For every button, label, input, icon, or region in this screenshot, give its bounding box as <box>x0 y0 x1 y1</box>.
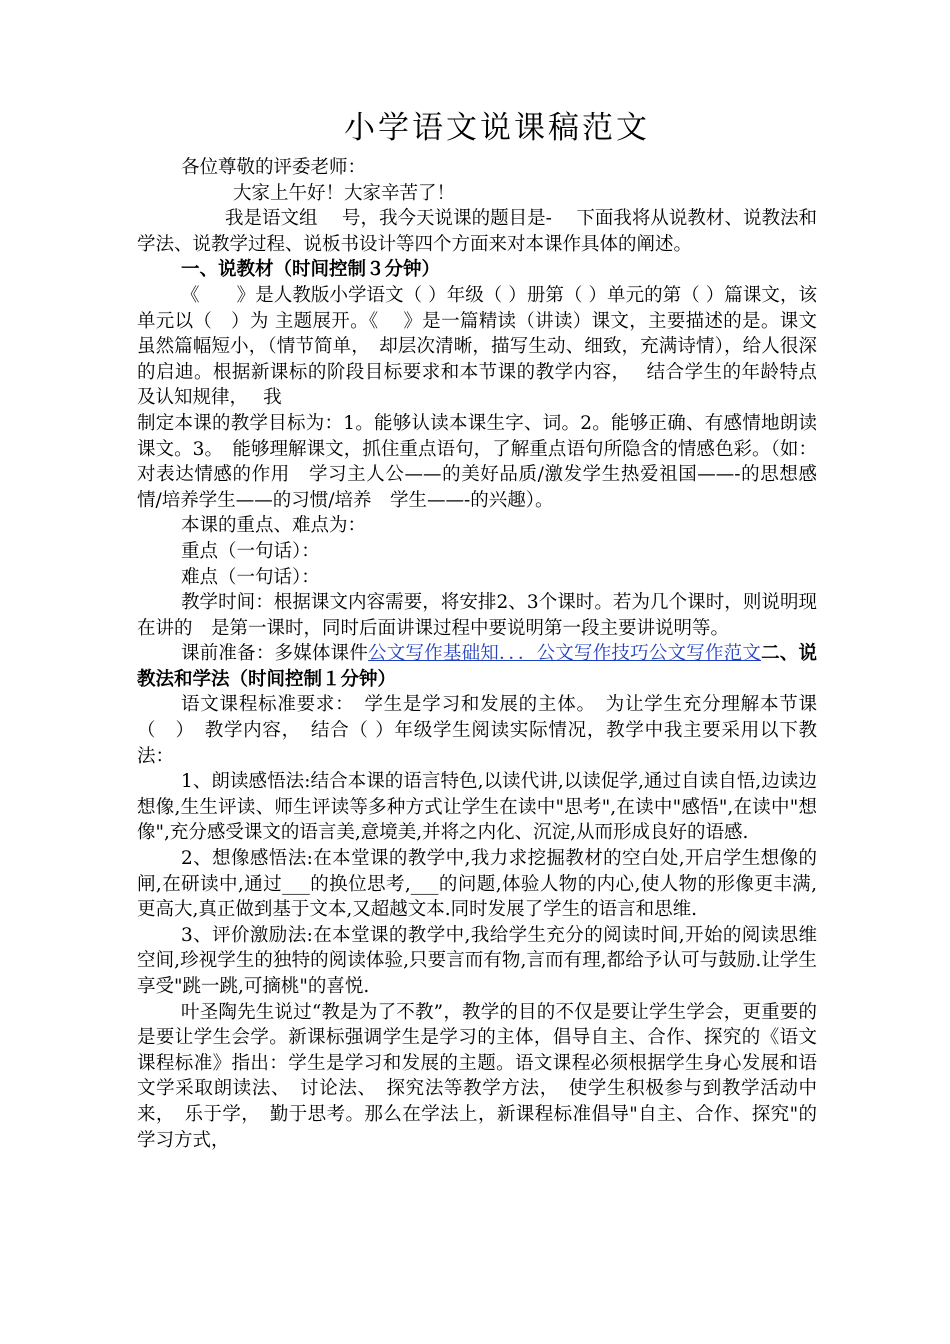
key-point: 重点（一句话）： <box>181 540 320 562</box>
section1-paragraph1: 《 》是人教版小学语文（ ）年级（ ）册第（ ）单元的第（ ）篇课文，该单元以（ ）为 主题展开。《 》是一篇精读（讲读）课文，主要描述的是。课文虽然篇幅短小，（情节简单， 却层次清晰，描写生动、细致，充满诗情），给人很深的启迪。根据新课标的阶段目标要求和本节课的教学内容， 结合学生的年龄特点及认知规律， 我 <box>137 284 817 409</box>
greeting: 各位尊敬的评委老师： <box>181 157 367 178</box>
section2-paragraph1: 语文课程标准要求： 学生是学习和发展的主体。 为让学生充分理解本节课 （ ） 教学内容， 结合（ ）年级学生阅读实际情况，教学中我主要采用以下教法： <box>137 694 836 767</box>
difficult-point: 难点（一句话）： <box>181 566 320 588</box>
document-page <box>137 100 836 1153</box>
method-1: 1、朗读感悟法:结合本课的语言特色,以读代讲,以读促学,通过自读自悟,边读边想像,生生评读、师生评读等多种方式让学生在读中"思考",在读中"感悟",在读中"想像",充分感受课文的语言美,意境美,并将之内化、沉淀,从而形成良好的语感. <box>137 771 817 844</box>
section1-paragraph2: 制定本课的教学目标为：1。能够认读本课生字、词。2。能够正确、有感情地朗读课文。3。 能够理解课文，抓住重点语句，了解重点语句所隐含的情感色彩。（如：对表达情感的作用 学习主人公——的美好品质/激发学生热爱祖国——-的思想感情/培养学生——的习惯/培养 学生——-的兴趣）。 <box>137 412 817 511</box>
section2-heading: 二、说教法和学法（时间控制１分钟） <box>137 643 817 690</box>
method-3: 3、评价激励法:在本堂课的教学中,我给学生充分的阅读时间,开始的阅读思维空间,珍视学生的独特的阅读体验,只要言而有物,言而有理,都给予认可与鼓励.让学生享受"跳一跳,可摘桃"的喜悦. <box>137 924 817 997</box>
intro-paragraph: 我是语文组 号，我今天说课的题目是- 下面我将从说教材、说教法和学法、说教学过程、说板书设计等四个方面来对本课作具体的阐述。 <box>137 208 817 255</box>
key-intro: 本课的重点、难点为： <box>181 515 367 537</box>
prep-paragraph <box>137 641 817 692</box>
prep-label: 课前准备：多媒体课件 <box>181 643 369 665</box>
hello-line: 大家上午好！大家辛苦了！ <box>233 182 456 204</box>
method-2: 2、想像感悟法:在本堂课的教学中,我力求挖掘教材的空白处,开启学生想像的闸,在研读中,通过___的换位思考,___的问题,体验人物的内心,使人物的形像更丰满,更高大,真正做到基于文本,又超越文本.同时发展了学生的语言和思维. <box>137 848 817 921</box>
prep-link[interactable]: 公文写作基础知．．．公文写作技巧公文写作范文 <box>368 643 762 665</box>
teaching-time: 教学时间：根据课文内容需要，将安排2、3个课时。若为几个课时，则说明现在讲的 是第一课时，同时后面讲课过程中要说明第一段主要讲说明等。 <box>137 592 817 639</box>
section1-heading: 一、说教材（时间控制３分钟） <box>181 259 441 281</box>
section2-paragraph-last: 叶圣陶先生说过“教是为了不教”，教学的目的不仅是要让学生学会，更重要的是要让学生会学。新课标强调学生是学习的主体，倡导自主、合作、探究的《语文课程标准》指出：学生是学习和发展的主题。语文课程必须根据学生身心发展和语文学采取朗读法、 讨论法、 探究法等教学方法， 使学生积极参与到教学活动中来， 乐于学， 勤于思考。那么在学法上，新课程标准倡导"自主、合作、探究"的学习方式， <box>137 1001 817 1151</box>
page-title: 小学语文说课稿范文 <box>344 110 650 146</box>
